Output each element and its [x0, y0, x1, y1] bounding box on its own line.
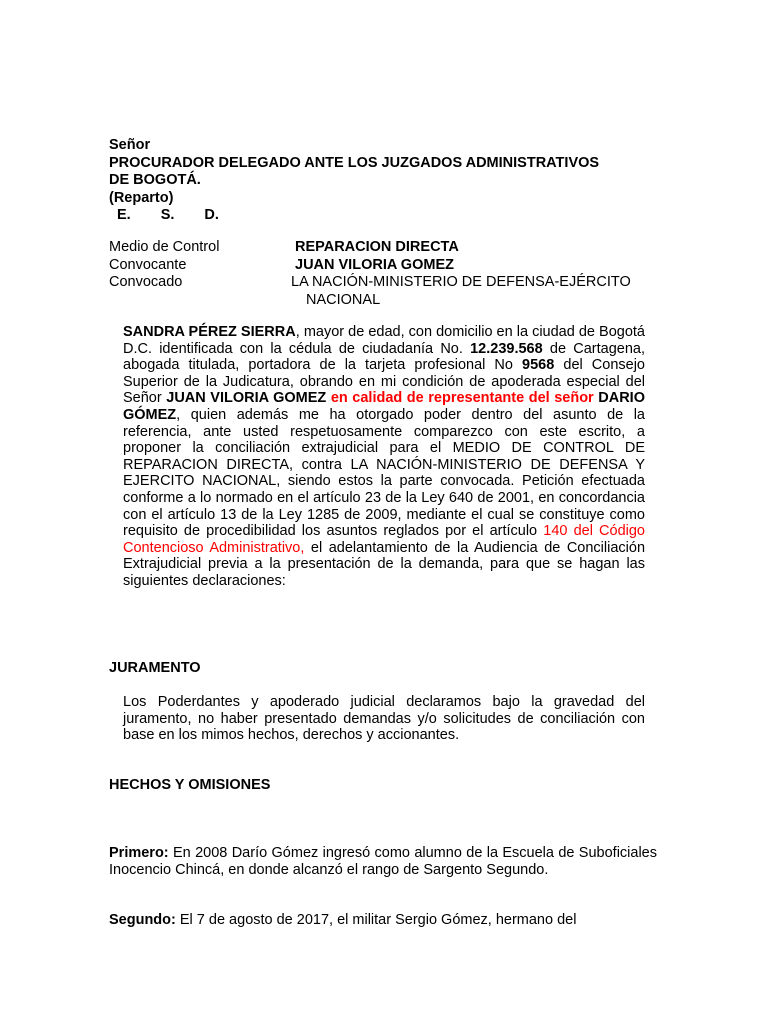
fact-text: En 2008 Darío Gómez ingresó como alumno de la Escuela de Suboficiales Inocencio Chincá, en donde alcanzó el rango de Sargento Segundo. [109, 845, 657, 878]
highlight-red: 140 del Código Contencioso Administrativo, [123, 523, 645, 556]
tp-number: 9568 [522, 357, 555, 374]
fact-primero [109, 845, 657, 878]
text-span: de Cartagena, abogada titulada, portadora de la tarjeta profesional No [123, 340, 645, 374]
reparto-note: (Reparto) [109, 189, 174, 206]
control-value: JUAN VILORIA GOMEZ [295, 256, 454, 273]
salutation: Señor [109, 137, 151, 153]
heading-hechos: HECHOS Y OMISIONES [109, 777, 271, 793]
control-row-convocado [109, 274, 669, 292]
control-label: Convocante [109, 256, 187, 273]
control-label: Medio de Control [109, 239, 220, 255]
attorney-name: SANDRA PÉREZ SIERRA [123, 324, 296, 340]
fact-segundo [109, 912, 657, 929]
control-value: REPARACION DIRECTA [295, 239, 459, 255]
addressee-title: PROCURADOR DELEGADO ANTE LOS JUZGADOS ADMINISTRATIVOS [109, 154, 600, 171]
fact-label: Segundo: [109, 912, 176, 928]
control-row-convocado-cont [109, 292, 669, 310]
control-row-convocante [109, 257, 669, 275]
addressee-block [109, 137, 599, 225]
control-block [109, 239, 669, 309]
esd-s: S. [160, 207, 175, 223]
fact-label: Primero: [109, 845, 169, 861]
juramento-paragraph: Los Poderdantes y apoderado judicial declaramos bajo la gravedad del juramento, no haber presentado demandas y/o solicitudes de conciliación con base en los mimos hechos, derechos y accionantes. [123, 694, 645, 744]
control-value: LA NACIÓN-MINISTERIO DE DEFENSA-EJÉRCITO [291, 274, 631, 290]
cedula-number: 12.239.568 [470, 340, 543, 357]
addressee-city: DE BOGOTÁ. [109, 172, 201, 188]
control-value-cont: NACIONAL [306, 291, 381, 308]
text-span: , mayor de edad, con domicilio en la ciudad de Bogotá D.C. identificada con la cédula de ciudadanía No. [123, 324, 645, 357]
fact-text: El 7 de agosto de 2017, el militar Sergio Gómez, hermano del [175, 912, 577, 928]
text-span: el adelantamiento de la Audiencia de Conciliación Extrajudicial previa a la presentación de la demanda, para que se hagan las siguientes declaraciones: [123, 539, 646, 589]
control-label: Convocado [109, 274, 183, 290]
esd-d: D. [204, 207, 219, 223]
esd-e: E. [117, 207, 131, 223]
heading-juramento: JURAMENTO [109, 660, 201, 676]
text-span: , quien además me ha otorgado poder dentro del asunto de la referencia, ante usted respetuosamente comparezco con este escrito, a proponer la conciliación extrajudicial para el MEDIO DE CONTROL DE REPARACION DIRECTA, contra LA NACIÓN-MINISTERIO DE DEFENSA Y EJERCITO NACIONAL, siendo estos la parte convocada. Petición efectuada conforme a lo normado en el artículo 23 de la Ley 640 de 2001, en concordancia con el artículo 13 de la Ley 1285 de 2009, mediante el cual se constituye como requisito de procedibilidad los asuntos reglados por el artículo [123, 406, 645, 540]
intro-paragraph [123, 324, 645, 590]
client-name: JUAN VILORIA GOMEZ [166, 390, 327, 407]
highlight-red-bold: en calidad de representante del señor [326, 390, 594, 407]
control-row-medio [109, 239, 669, 257]
client2-name: DARIO GÓMEZ [123, 390, 645, 423]
text-span: del Consejo Superior de la Judicatura, obrando en mi condición de apoderada especial del Señor [123, 357, 645, 407]
esd-line [109, 207, 599, 225]
